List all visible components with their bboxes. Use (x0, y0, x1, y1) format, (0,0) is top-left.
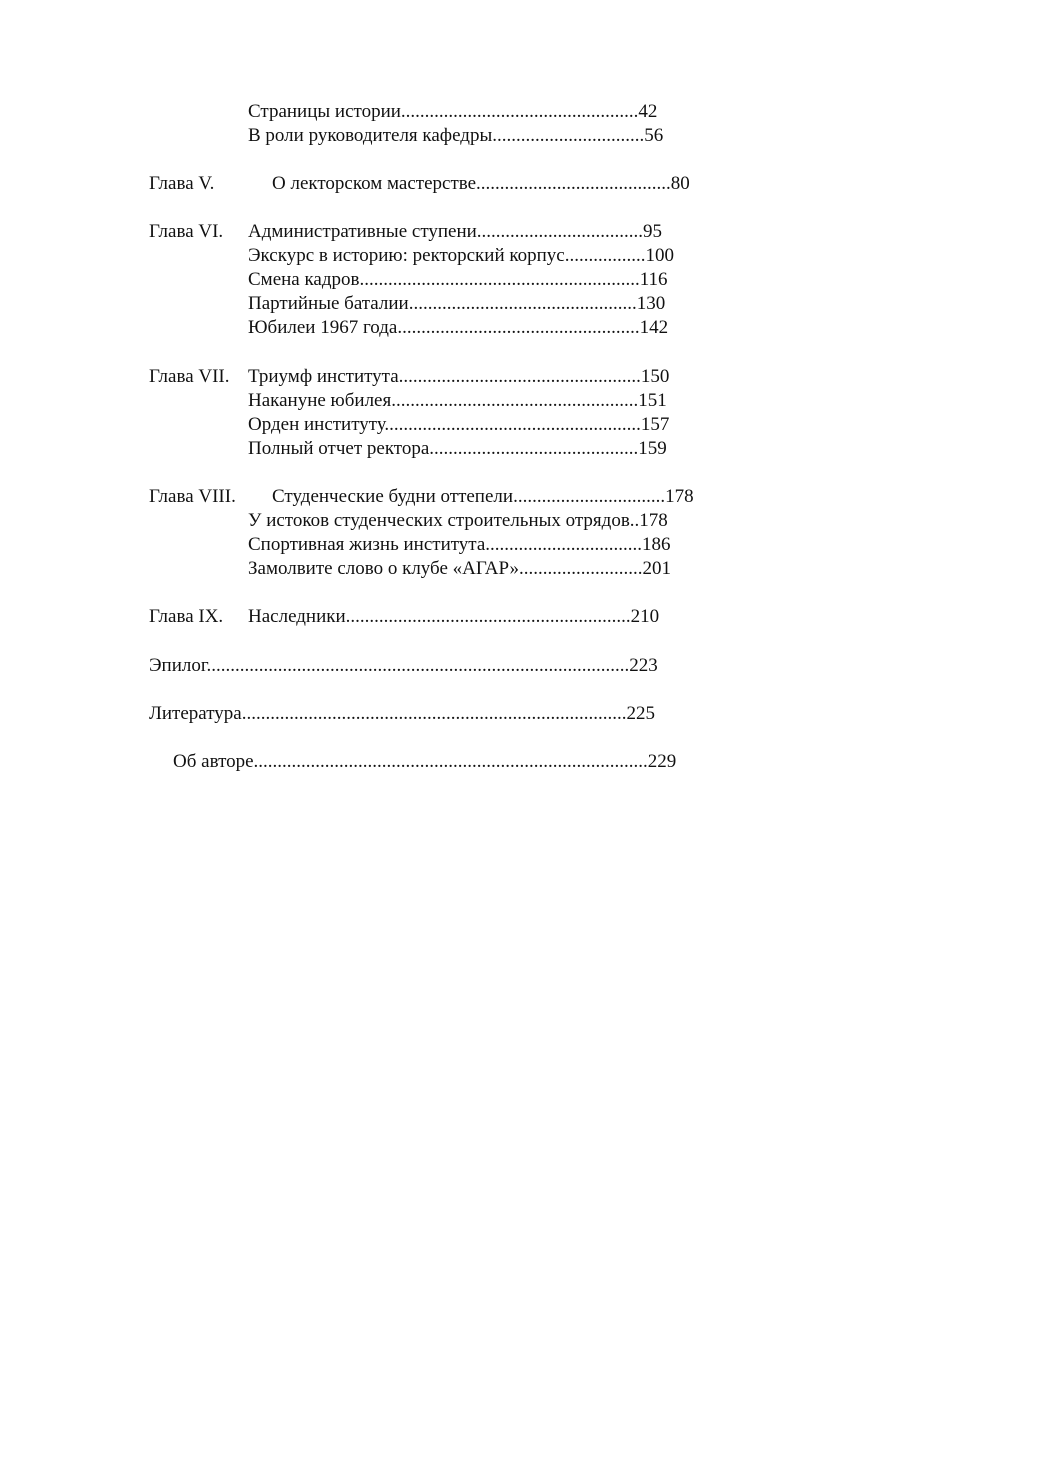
toc-entry-orden: Орден институту......................................................157 (248, 414, 670, 435)
toc-chapter-label-ix: Глава IX. (149, 606, 224, 627)
toc-entry-partiynye-batalii: Партийные баталии................................................130 (248, 293, 666, 314)
toc-entry-literatura: Литература.................................................................................225 (149, 703, 655, 724)
toc-entry-sportivnaya: Спортивная жизнь института.................................186 (248, 534, 671, 555)
toc-entry-triumf: Триумф института...................................................150 (248, 366, 670, 387)
toc-entry-yubilei-1967: Юбилеи 1967 года...................................................142 (248, 317, 669, 338)
toc-entry-epilog: Эпилог.........................................................................................223 (149, 655, 658, 676)
toc-chapter-label-viii: Глава VIII. (149, 486, 236, 507)
toc-entry-administrativnye: Административные ступени...................................95 (248, 221, 663, 242)
toc-chapter-label-v: Глава V. (149, 173, 215, 194)
toc-entry-zamolvite: Замолвите слово о клубе «АГАР»..........................201 (248, 558, 672, 579)
toc-entry-polnyy-otchet: Полный отчет ректора............................................159 (248, 438, 667, 459)
toc-chapter-label-vii: Глава VII. (149, 366, 230, 387)
toc-entry-nasledniki: Наследники............................................................210 (248, 606, 660, 627)
toc-chapter-label-vi: Глава VI. (149, 221, 224, 242)
toc-entry-v-roli-rukovoditelya: В роли руководителя кафедры................................56 (248, 125, 664, 146)
toc-entry-nakanune: Накануне юбилея....................................................151 (248, 390, 667, 411)
toc-entry-ob-avtore: Об авторе...................................................................................229 (173, 751, 677, 772)
toc-entry-smena-kadrov: Смена кадров...........................................................116 (248, 269, 668, 290)
toc-entry-studencheskie-budni: Студенческие будни оттепели................................178 (272, 486, 694, 507)
toc-entry-stranitsy-istorii: Страницы истории..................................................42 (248, 101, 658, 122)
toc-entry-o-lektorskom: О лекторском мастерстве.........................................80 (272, 173, 690, 194)
toc-entry-u-istokov: У истоков студенческих строительных отрядов..178 (248, 510, 668, 531)
toc-entry-ekskurs: Экскурс в историю: ректорский корпус.................100 (248, 245, 674, 266)
